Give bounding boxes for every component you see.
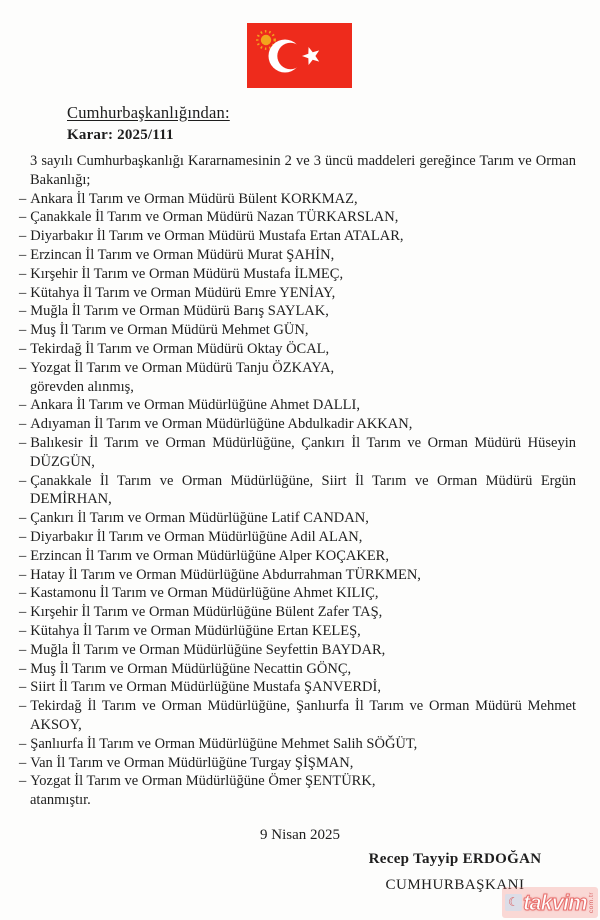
issuer-heading: Cumhurbaşkanlığından: [67,103,230,122]
list-dash: – [19,416,27,433]
dismissed-item-text: Muş İl Tarım ve Orman Müdürü Mehmet GÜN, [30,322,309,339]
list-dash: – [19,340,27,357]
appointed-item [19,754,576,773]
dismissed-item [19,302,576,321]
decree-date: 9 Nisan 2025 [260,827,340,843]
dismissed-item-text: Diyarbakır İl Tarım ve Orman Müdürü Mustafa Ertan ATALAR, [30,228,404,245]
appointed-item [19,396,576,415]
appointed-item [19,735,576,754]
appointed-item [19,415,576,434]
appointed-item-text: Adıyaman İl Tarım ve Orman Müdürlüğüne Abdulkadir AKKAN, [30,416,413,433]
dismissed-item [19,190,576,209]
list-dash: – [19,754,27,771]
appointed-item-text: Ankara İl Tarım ve Orman Müdürlüğüne Ahmet DALLI, [30,397,360,414]
list-dash: – [19,472,27,489]
dismissed-item-text: Çanakkale İl Tarım ve Orman Müdürü Nazan TÜRKARSLAN, [30,209,399,226]
list-dash: – [19,585,27,602]
appointed-item-text: Muş İl Tarım ve Orman Müdürlüğüne Necattin GÖNÇ, [30,660,352,677]
list-dash: – [19,698,27,715]
appointed-item-text: Şanlıurfa İl Tarım ve Orman Müdürlüğüne Mehmet Salih SÖĞÜT, [30,735,418,752]
dismissed-item [19,321,576,340]
appointed-item [19,772,576,791]
dismissed-item-text: Kırşehir İl Tarım ve Orman Müdürü Mustafa İLMEÇ, [30,265,344,282]
dismissed-item-text: Tekirdağ İl Tarım ve Orman Müdürü Oktay ÖCAL, [30,340,330,357]
dismissed-item [19,359,576,378]
turkish-presidential-flag [247,23,352,88]
dismissed-item-text: Yozgat İl Tarım ve Orman Müdürü Tanju ÖZKAYA, [30,359,335,376]
list-dash: – [19,265,27,282]
dismissed-item [19,227,576,246]
intro-paragraph: 3 sayılı Cumhurbaşkanlığı Kararnamesinin 2 ve 3 üncü maddeleri gereğince Tarım ve Orman Bakanlığı; [30,153,576,188]
takvim-watermark [502,887,598,918]
list-dash: – [19,679,27,696]
dismissed-item-text: Ankara İl Tarım ve Orman Müdürü Bülent KORKMAZ, [30,190,358,207]
appointed-item [19,622,576,641]
list-dash: – [19,773,27,790]
crescent-cutout [277,43,303,69]
list-dash: – [19,641,27,658]
dismissed-item [19,246,576,265]
takvim-logo-text: takvim [523,890,587,915]
appointed-item-text: Çankırı İl Tarım ve Orman Müdürlüğüne Latif CANDAN, [30,510,369,527]
dismissed-item [19,284,576,303]
dismissed-item-text: Kütahya İl Tarım ve Orman Müdürü Emre YENİAY, [30,284,336,301]
appointed-item-text: Balıkesir İl Tarım ve Orman Müdürlüğüne, Çankırı İl Tarım ve Orman Müdürü Hüseyin DÜZGÜN, [30,434,576,470]
appointed-item [19,547,576,566]
appointed-item-text: Muğla İl Tarım ve Orman Müdürlüğüne Seyfettin BAYDAR, [30,641,386,658]
list-dash: – [19,359,27,376]
signatory-title: CUMHURBAŞKANI [385,877,525,893]
list-dash: – [19,303,27,320]
list-dash: – [19,322,27,339]
list-dash: – [19,190,27,207]
appointed-item-text: Erzincan İl Tarım ve Orman Müdürlüğüne Alper KOÇAKER, [30,547,389,564]
dismissed-item [19,208,576,227]
appointed-item [19,603,576,622]
appointed-item-text: Diyarbakır İl Tarım ve Orman Müdürlüğüne Adil ALAN, [30,528,363,545]
appointed-item-text: Kırşehir İl Tarım ve Orman Müdürlüğüne Bülent Zafer TAŞ, [30,604,383,621]
list-dash: – [19,604,27,621]
signatory-name: Recep Tayyip ERDOĞAN [368,851,542,867]
appointed-item [19,434,576,472]
takvim-domain-text: com.tr [587,891,595,914]
decision-number: Karar: 2025/111 [67,127,174,143]
list-dash: – [19,246,27,263]
presidential-sun-icon [261,35,271,45]
list-dash: – [19,660,27,677]
decree-body [19,152,576,810]
appointed-item [19,697,576,735]
list-dash: – [19,397,27,414]
appointed-item-text: Yozgat İl Tarım ve Orman Müdürlüğüne Ömer ŞENTÜRK, [30,773,376,790]
appointed-item-text: Kütahya İl Tarım ve Orman Müdürlüğüne Ertan KELEŞ, [30,622,361,639]
appointed-item-text: Hatay İl Tarım ve Orman Müdürlüğüne Abdurrahman TÜRKMEN, [30,566,421,583]
appointed-item [19,641,576,660]
list-dash: – [19,434,27,451]
list-dash: – [19,622,27,639]
list-dash: – [19,735,27,752]
list-dash: – [19,209,27,226]
appointed-item [19,566,576,585]
list-dash: – [19,510,27,527]
appointed-item [19,472,576,510]
appointed-item [19,660,576,679]
dismissed-item [19,340,576,359]
appointed-item-text: Van İl Tarım ve Orman Müdürlüğüne Turgay ŞİŞMAN, [30,754,354,771]
dismissed-item [19,265,576,284]
dismissed-item-text: Muğla İl Tarım ve Orman Müdürü Barış SAYLAK, [30,303,329,320]
list-dash: – [19,566,27,583]
appointed-item-text: Siirt İl Tarım ve Orman Müdürlüğüne Mustafa ŞANVERDİ, [30,679,381,696]
takvim-crescent-icon: ☾ [505,894,522,911]
list-dash: – [19,284,27,301]
appointed-item-text: Tekirdağ İl Tarım ve Orman Müdürlüğüne, Şanlıurfa İl Tarım ve Orman Müdürü Mehmet AKSOY, [30,698,576,733]
list-dash: – [19,228,27,245]
dismissed-item-text: Erzincan İl Tarım ve Orman Müdürü Murat ŞAHİN, [30,246,335,263]
appointed-item [19,584,576,603]
list-dash: – [19,528,27,545]
appointed-item-text: Çanakkale İl Tarım ve Orman Müdürlüğüne, Siirt İl Tarım ve Orman Müdürü Ergün DEMİRHAN, [30,472,576,508]
dismissal-closing: görevden alınmış, [30,378,134,395]
appointed-item [19,528,576,547]
list-dash: – [19,547,27,564]
appointed-item-text: Kastamonu İl Tarım ve Orman Müdürlüğüne Ahmet KILIÇ, [30,585,379,602]
appointed-item [19,509,576,528]
appointment-closing: atanmıştır. [30,792,91,809]
appointed-item [19,678,576,697]
